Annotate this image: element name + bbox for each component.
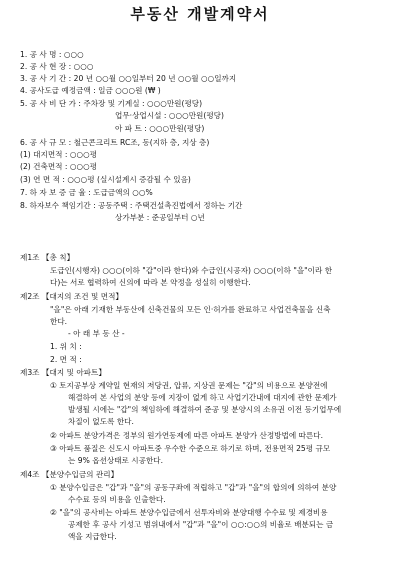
item-construction-site: 2. 공 사 현 장 : ○○○ [20, 62, 94, 71]
item-unit-price-commercial: 업무·상업시설 : ○○○만원(평당) [115, 111, 224, 120]
article-3-line: 차질이 없도록 한다. [68, 417, 134, 426]
article-2-location: 1. 위 치 : [50, 342, 82, 351]
article-2-heading: 제2조 【대지의 조건 및 면적】 [20, 292, 124, 301]
item-construction-name: 1. 공 사 명 : ○○○ [20, 50, 84, 59]
item-building-area: (2) 건축면적 : ○○○평 [20, 162, 98, 171]
article-3-line: ③ 아파트 품질은 신도시 아파트중 우수한 수준으로 하기로 하며, 전용면적 25평 규모 [50, 444, 331, 453]
article-1-line: 다)는 서로 협력하여 신의에 따라 본 약정을 성실히 이행한다. [50, 278, 251, 287]
document-title: 부동산 개발계약서 [130, 5, 270, 23]
article-4-line: 수수료 등의 비용을 인출한다. [68, 495, 166, 504]
article-3-line: 해결하여 본 사업의 분양 등에 지장이 없게 하고 사업기간내에 대지에 관한 문제가 [68, 393, 337, 402]
article-1-line: 도급인(시행자) ○○○(이하 "갑"이라 한다)와 수급인(시공자) ○○○(이하 "을"이라 한 [50, 266, 333, 275]
article-2-heading-property: - 아 래 부 동 산 - [68, 329, 125, 338]
article-2-line: "을"은 아래 기재한 부동산에 신축건물의 모든 인·허가를 완료하고 사업건축물을 신축 [50, 305, 331, 314]
item-warranty-period: 8. 하자보수 책임기간 : 공동주택 : 주택건설촉진법에서 정하는 기간 [20, 201, 243, 210]
item-total-floor-area: (3) 연 면 적 : ○○○평 (실시설계시 증감될 수 있음) [20, 175, 191, 184]
article-4-line: ① 분양수입금은 "갑"과 "을"의 공동구좌에 적립하고 "갑"과 "을"의 합의에 의하여 분양 [50, 483, 337, 492]
article-3-line: ① 토지공부상 계약일 현재의 저당권, 압류, 지상권 문제는 "갑"의 비용으로 분양전에 [50, 381, 328, 390]
article-3-line: ② 아파트 분양가격은 정부의 원가연동제에 따른 아파트 분양가 산정방법에 따른다. [50, 431, 324, 440]
article-2-line: 한다. [50, 317, 68, 326]
item-contract-amount: 4. 공사도급 예정금액 : 일금 ○○○원 (₩ ) [20, 86, 161, 95]
item-unit-price: 5. 공 사 비 단 가 : 주차장 및 기계실 : ○○○만원(평당) [20, 99, 203, 108]
article-3-heading: 제3조 【대지 및 아파트】 [20, 368, 106, 377]
article-1-heading: 제1조 【총 칙】 [20, 253, 75, 262]
item-site-area: (1) 대지면적 : ○○○평 [20, 150, 98, 159]
article-4-heading: 제4조 【분양수입금의 관리】 [20, 470, 119, 479]
article-2-area: 2. 면 적 : [50, 355, 82, 364]
article-3-line: 는 9% 옵션상태로 시공한다. [68, 456, 164, 465]
item-unit-price-apartment: 아 파 트 : ○○○만원(평당) [115, 124, 205, 133]
article-3-line: 발생될 시에는 "갑"의 책임하에 해결하여 준공 및 분양시의 소유권 이전 등기업무에 [68, 405, 342, 414]
article-4-line: ② "을"의 공사비는 아파트 분양수입금에서 선투자비와 분양대행 수수료 및 제경비용 [50, 508, 328, 517]
item-construction-scale: 6. 공 사 규 모 : 철근콘크리트 RC조, 동(지하 층, 지상 층) [20, 138, 210, 147]
item-defect-deposit: 7. 하 자 보 증 금 율 : 도급금액의 ○○% [20, 188, 153, 197]
item-warranty-commercial: 상가부분 : 준공일부터 ○년 [115, 213, 205, 222]
item-construction-period: 3. 공 사 기 간 : 20 년 ○○월 ○○일부터 20 년 ○○월 ○○일까지 [20, 74, 237, 83]
article-4-line: 액을 지급한다. [68, 532, 117, 541]
article-4-line: 공제한 후 공사 기성고 범위내에서 "갑"과 "을"이 ○○:○○의 비율로 배분되는 금 [68, 520, 334, 529]
